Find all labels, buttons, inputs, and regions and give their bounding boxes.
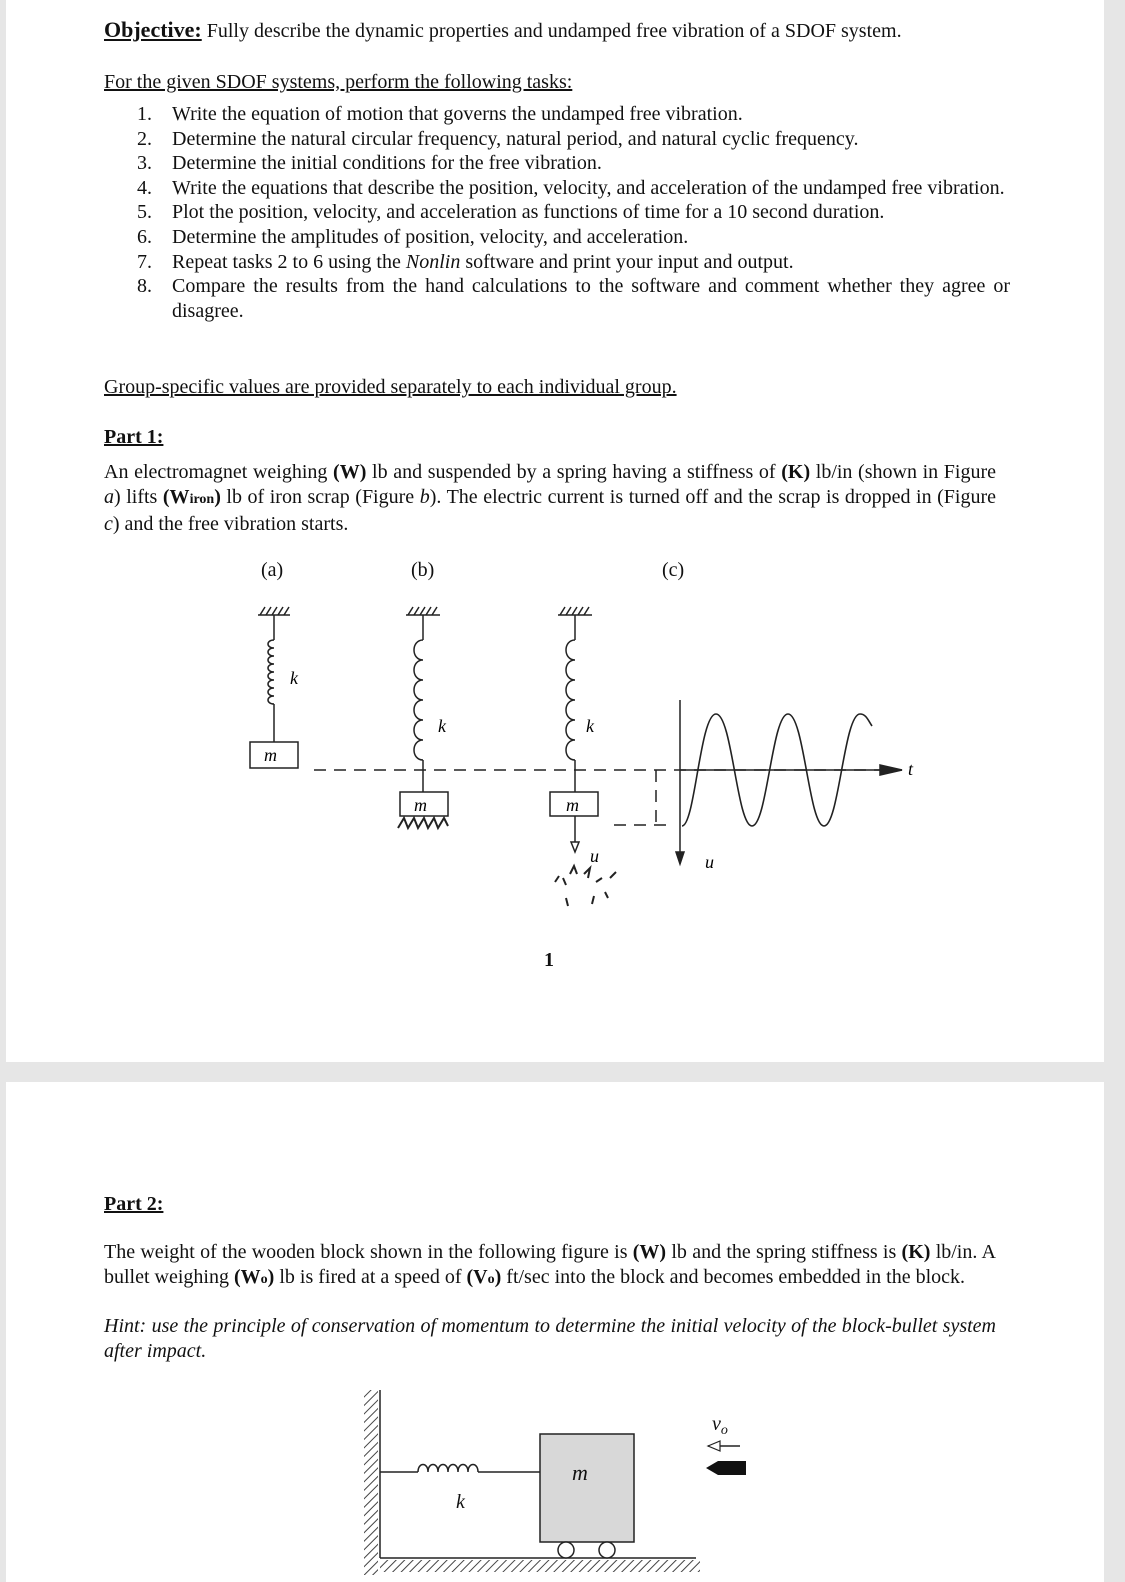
figure-label-b: (b) bbox=[411, 559, 435, 581]
task-text: Repeat tasks 2 to 6 using the bbox=[172, 250, 406, 273]
t-axis-arrow bbox=[880, 765, 902, 775]
task-number: 5. bbox=[137, 201, 152, 224]
spring-label-b: k bbox=[438, 716, 446, 736]
ceiling-hatch-b bbox=[408, 607, 437, 615]
task-number: 2. bbox=[137, 127, 152, 150]
spring-a bbox=[268, 640, 274, 704]
wheel-left bbox=[558, 1542, 574, 1558]
response-plot bbox=[676, 700, 902, 864]
spring-b bbox=[414, 640, 423, 760]
bullet-speed-var: (Vo) bbox=[466, 1265, 502, 1288]
task-number: 7. bbox=[137, 250, 152, 273]
wooden-block bbox=[540, 1434, 634, 1542]
spring-label-p2: k bbox=[456, 1491, 465, 1513]
u-axis-arrow bbox=[676, 852, 684, 864]
task-text: Determine the natural circular frequency, natural period, and natural cyclic frequency. bbox=[172, 127, 859, 150]
part2-heading: Part 2: bbox=[104, 1193, 164, 1215]
spring-label-c: k bbox=[586, 716, 594, 736]
task-text: Determine the initial conditions for the free vibration. bbox=[172, 152, 602, 175]
block-mass-label: m bbox=[572, 1460, 588, 1485]
part1-heading: Part 1: bbox=[104, 426, 164, 448]
task-text: Write the equations that describe the position, velocity, and acceleration of the undamped free vibration. bbox=[172, 176, 1005, 199]
weight-var: (W) bbox=[333, 461, 367, 483]
wall-hatch bbox=[364, 1390, 378, 1575]
objective-label: Objective: bbox=[104, 17, 202, 42]
task-text: Compare the results from the hand calculations to the software and comment whether they agree or disagree. bbox=[172, 275, 1010, 322]
figure-label-a: (a) bbox=[261, 559, 284, 581]
task-text: Write the equation of motion that governs the undamped free vibration. bbox=[172, 103, 743, 125]
velocity-arrowhead bbox=[708, 1441, 720, 1451]
task-number: 3. bbox=[137, 152, 152, 175]
mass-label-c: m bbox=[566, 795, 579, 815]
figure-label-c: (c) bbox=[662, 559, 685, 581]
spring-c bbox=[566, 640, 575, 760]
displacement-label-c: u bbox=[590, 846, 599, 866]
wheel-right bbox=[599, 1542, 615, 1558]
group-note: Group-specific values are provided separately to each individual group. bbox=[104, 376, 677, 398]
bullet-block-figure bbox=[0, 1370, 1125, 1582]
ceiling-hatch-a bbox=[260, 607, 289, 615]
task-text: Plot the position, velocity, and acceleration as functions of time for a 10 second duration. bbox=[172, 201, 885, 224]
task-text: software and print your input and output. bbox=[460, 250, 794, 273]
page-number: 1 bbox=[544, 949, 554, 971]
mass-label-a: m bbox=[264, 745, 277, 765]
part2-hint: Hint: use the principle of conservation of momentum to determine the initial velocity of the block-bullet system after impact. bbox=[104, 1315, 996, 1362]
spring-stiffness-var: (K) bbox=[901, 1241, 931, 1263]
time-label: t bbox=[908, 759, 914, 779]
bullet-weight-var: (Wo) bbox=[233, 1265, 275, 1288]
bullet bbox=[706, 1461, 746, 1475]
task-number: 4. bbox=[137, 176, 152, 199]
iron-weight-var: (Wiron) bbox=[162, 485, 221, 508]
task-number: 6. bbox=[137, 225, 152, 248]
mass-label-b: m bbox=[414, 795, 427, 815]
floor-hatch bbox=[380, 1560, 700, 1572]
tasks-heading: For the given SDOF systems, perform the following tasks: bbox=[104, 71, 573, 93]
spring-p2 bbox=[380, 1465, 540, 1473]
ceiling-hatch-c bbox=[560, 607, 589, 615]
task-number: 8. bbox=[137, 275, 152, 298]
task-number: 1. bbox=[137, 103, 152, 125]
velocity-label: $v_o$ bbox=[712, 1413, 728, 1438]
objective-text: Fully describe the dynamic properties and undamped free vibration of a SDOF system. bbox=[206, 20, 902, 42]
part2-paragraph: The weight of the wooden block shown in the following figure is (W) lb and the spring stiffness is (K) lb/in. A bullet weighing (Wo) lb is fired at a speed of (Vo) ft/sec into the block and becomes embedded in the block. bbox=[104, 1241, 996, 1288]
figure-c bbox=[550, 607, 616, 906]
displacement-axis-label: u bbox=[705, 852, 714, 872]
displacement-arrow-c bbox=[571, 842, 579, 852]
spring-label-a: k bbox=[290, 668, 298, 688]
software-name: Nonlin bbox=[405, 250, 461, 273]
block-weight-var: (W) bbox=[632, 1241, 667, 1263]
stiffness-var: (K) bbox=[781, 461, 811, 483]
iron-scrap-b bbox=[398, 818, 448, 828]
task-text: Determine the amplitudes of position, velocity, and acceleration. bbox=[172, 225, 689, 248]
part1-paragraph: An electromagnet weighing (W) lb and suspended by a spring having a stiffness of (K) lb/in (shown in Figure a) lifts (Wiron) lb of iron scrap (Figure b). The electric current is turned off and the scrap is dropped in (Figure c) and the free vibration starts. bbox=[104, 461, 996, 536]
iron-scrap-falling bbox=[555, 866, 616, 906]
